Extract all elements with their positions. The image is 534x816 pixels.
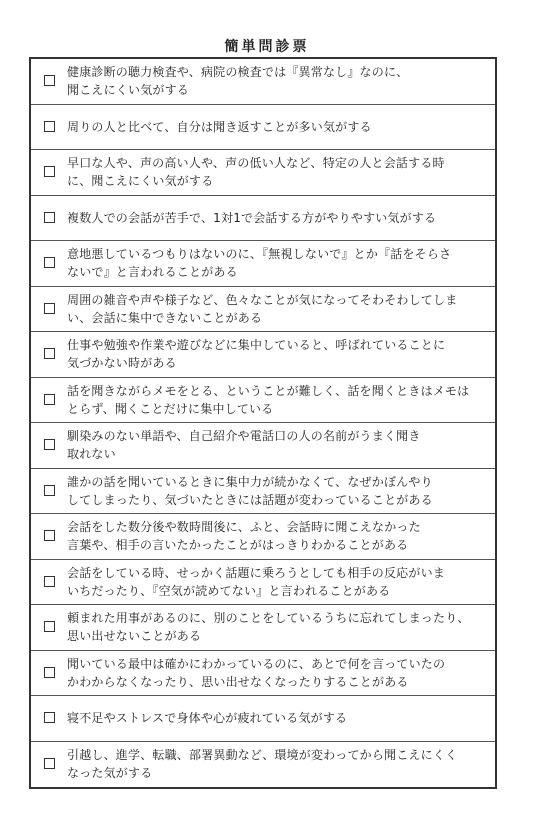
question-text: 誰かの話を聞いているときに集中力が続かなくて、なぜかぼんやり してしまったり、気づいたときには話題が変わっていることがある [67,474,433,507]
question-row [31,605,495,651]
question-row [31,423,495,469]
question-row [31,59,495,105]
checkbox[interactable] [44,257,55,268]
question-text: 早口な人や、声の高い人や、声の低い人など、特定の人と会話する時 に、聞こえにくい気がする [67,156,445,189]
checkbox[interactable] [44,121,55,132]
question-row [31,651,495,697]
question-row [31,560,495,606]
question-row [31,696,495,742]
question-row [31,514,495,560]
checkbox[interactable] [44,530,55,541]
checkbox[interactable] [44,621,55,632]
question-text: 仕事や勉強や作業や遊びなどに集中していると、呼ばれていることに 気づかない時がある [67,338,446,371]
checkbox[interactable] [44,485,55,496]
question-row [31,287,495,333]
checkbox[interactable] [44,576,55,587]
question-row [31,241,495,287]
question-text: 寝不足やストレスで身体や心が疲れている気がする [67,711,348,726]
question-text: 会話をしている時、せっかく話題に乗ろうとしても相手の反応がいま いちだったり、『空気が読めてない』と言われることがある [67,565,445,598]
checkbox[interactable] [44,758,55,769]
question-row [31,742,495,788]
question-row [31,469,495,515]
checkbox[interactable] [44,303,55,314]
questionnaire-table [29,57,497,789]
question-text: 周囲の雑音や声や様子など、色々なことが気になってそわそわしてしま い、会話に集中できないことがある [67,292,458,325]
checkbox[interactable] [44,394,55,405]
question-text: 馴染みのない単語や、自己紹介や電話口の人の名前がうまく聞き 取れない [67,429,421,462]
checkbox[interactable] [44,667,55,678]
checkbox[interactable] [44,712,55,723]
question-text: 引越し、進学、転職、部署異動など、環境が変わってから聞こえにくく なった気がする [67,748,458,781]
checkbox[interactable] [44,212,55,223]
question-text: 頼まれた用事があるのに、別のことをしているうちに忘れてしまったり、 思い出せないことがある [67,611,470,644]
question-text: 周りの人と比べて、自分は聞き返すことが多い気がする [67,119,372,134]
checkbox[interactable] [44,348,55,359]
question-text: 健康診断の聴力検査や、病院の検査では『異常なし』なのに、 聞こえにくい気がする [67,65,409,98]
checkbox[interactable] [44,166,55,177]
question-text: 話を聞きながらメモをとる、ということが難しく、話を聞くときはメモは とらず、聞くことだけに集中している [67,383,470,416]
question-text: 会話をした数分後や数時間後に、ふと、会話時に聞こえなかった 言葉や、相手の言いたかったことがはっきりわかることがある [67,520,421,553]
question-row [31,105,495,151]
checkbox[interactable] [44,75,55,86]
checkbox[interactable] [44,439,55,450]
question-row [31,378,495,424]
question-text: 聞いている最中は確かにわかっているのに、あとで何を言っていたの かわからなくなったり、思い出せなくなったりすることがある [67,656,446,689]
question-text: 意地悪しているつもりはないのに、『無視しないで』とか『話をそらさ ないで』と言われることがある [67,247,452,280]
page-title: 簡単問診票 [224,39,310,55]
question-row [31,332,495,378]
question-row [31,150,495,196]
question-text: 複数人での会話が苦手で、1対1で会話する方がやりやすい気がする [67,210,437,225]
question-row [31,196,495,242]
